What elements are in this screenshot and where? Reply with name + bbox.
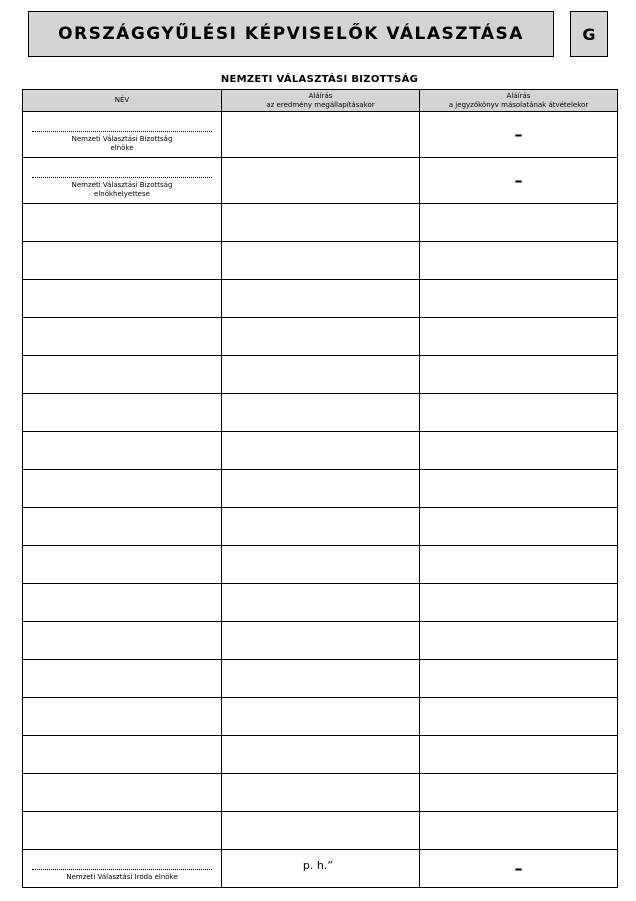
signature-cell[interactable] <box>222 158 420 204</box>
signature-cell[interactable] <box>222 736 420 774</box>
table-row <box>23 660 618 698</box>
column-header-line: az eredmény megállapításakor <box>266 100 375 109</box>
signature-cell[interactable] <box>420 204 618 242</box>
signature-cell[interactable] <box>420 280 618 318</box>
table-row <box>23 242 618 280</box>
column-header-line: Aláírás <box>308 91 333 100</box>
signature-cell[interactable] <box>222 660 420 698</box>
name-cell[interactable] <box>23 204 222 242</box>
table-row <box>23 698 618 736</box>
name-cell[interactable] <box>23 812 222 850</box>
signer-role-line: elnöke <box>110 144 134 152</box>
signature-cell[interactable] <box>420 470 618 508</box>
name-cell[interactable] <box>23 470 222 508</box>
table-row <box>23 158 618 204</box>
signature-cell[interactable] <box>420 242 618 280</box>
table-row <box>23 432 618 470</box>
committee-title: NEMZETI VÁLASZTÁSI BIZOTTSÁG <box>220 74 419 85</box>
signer-role-line: Nemzeti Választási Bizottság <box>71 135 173 143</box>
signature-cell[interactable] <box>222 356 420 394</box>
signer-role-label <box>23 181 221 199</box>
signature-cell[interactable] <box>222 622 420 660</box>
dash-mark: – <box>420 112 618 158</box>
signature-cell[interactable] <box>420 318 618 356</box>
form-code: G <box>570 11 608 57</box>
signature-cell[interactable] <box>222 112 420 158</box>
dotted-signature-line <box>32 177 212 178</box>
table-row <box>23 356 618 394</box>
signature-cell[interactable] <box>420 584 618 622</box>
name-cell[interactable] <box>23 774 222 812</box>
signer-role-label <box>23 135 221 153</box>
signature-cell[interactable] <box>222 774 420 812</box>
signature-table <box>22 89 618 888</box>
signer-role-line: Nemzeti Választási Iroda elnöke <box>66 873 178 881</box>
signature-cell[interactable] <box>420 622 618 660</box>
name-cell[interactable] <box>23 736 222 774</box>
signature-cell[interactable] <box>222 508 420 546</box>
table-row <box>23 280 618 318</box>
column-header-line: NÉV <box>114 96 130 104</box>
signature-cell[interactable] <box>222 204 420 242</box>
table-row <box>23 584 618 622</box>
signature-cell[interactable] <box>420 660 618 698</box>
signature-cell[interactable] <box>222 812 420 850</box>
signature-cell[interactable] <box>222 242 420 280</box>
table-row <box>23 812 618 850</box>
table-row <box>23 204 618 242</box>
signature-cell[interactable] <box>420 356 618 394</box>
signature-cell[interactable] <box>420 736 618 774</box>
name-cell[interactable] <box>23 508 222 546</box>
table-row <box>23 736 618 774</box>
name-cell[interactable] <box>23 318 222 356</box>
name-cell[interactable] <box>23 698 222 736</box>
table-row <box>23 112 618 158</box>
signature-cell[interactable] <box>222 584 420 622</box>
signature-cell[interactable] <box>222 432 420 470</box>
signer-role-line: Nemzeti Választási Bizottság <box>71 181 173 189</box>
signature-cell[interactable] <box>420 394 618 432</box>
table-row <box>23 508 618 546</box>
signature-cell[interactable] <box>222 546 420 584</box>
name-cell[interactable] <box>23 584 222 622</box>
table-row <box>23 470 618 508</box>
name-cell[interactable] <box>23 356 222 394</box>
name-cell[interactable] <box>23 280 222 318</box>
name-cell[interactable] <box>23 158 222 204</box>
signature-cell[interactable] <box>222 318 420 356</box>
column-header-line: a jegyzőkönyv másolatának átvételekor <box>448 100 589 109</box>
name-cell[interactable] <box>23 622 222 660</box>
name-cell[interactable] <box>23 242 222 280</box>
name-cell[interactable] <box>23 432 222 470</box>
signature-cell[interactable] <box>420 774 618 812</box>
table-row <box>23 546 618 584</box>
signature-cell[interactable] <box>222 470 420 508</box>
dash-mark: – <box>420 158 618 204</box>
seal-placeholder-text: p. h.” <box>302 859 334 872</box>
signature-cell[interactable] <box>420 546 618 584</box>
name-cell[interactable] <box>23 660 222 698</box>
table-row <box>23 318 618 356</box>
table-header-row <box>23 90 618 112</box>
table-row <box>23 774 618 812</box>
signature-cell[interactable] <box>420 812 618 850</box>
name-cell[interactable] <box>23 546 222 584</box>
name-cell[interactable] <box>23 112 222 158</box>
table-row <box>23 394 618 432</box>
signature-cell[interactable] <box>222 280 420 318</box>
form-title: ORSZÁGGYŰLÉSI KÉPVISELŐK VÁLASZTÁSA <box>28 11 554 57</box>
signature-cell[interactable] <box>420 508 618 546</box>
dash-mark: – <box>420 850 618 888</box>
signer-role-line: elnökhelyettese <box>94 190 150 198</box>
signer-role-label <box>23 873 221 882</box>
column-header-line: Aláírás <box>506 91 531 100</box>
column-header-name <box>23 90 222 112</box>
signature-cell[interactable] <box>222 394 420 432</box>
table-row <box>23 622 618 660</box>
name-cell[interactable] <box>23 394 222 432</box>
dotted-signature-line <box>32 131 212 132</box>
column-header-signature-copy <box>420 90 618 112</box>
column-header-signature-result <box>222 90 420 112</box>
signature-cell[interactable] <box>420 698 618 736</box>
signature-cell[interactable] <box>222 698 420 736</box>
signature-cell[interactable] <box>420 432 618 470</box>
